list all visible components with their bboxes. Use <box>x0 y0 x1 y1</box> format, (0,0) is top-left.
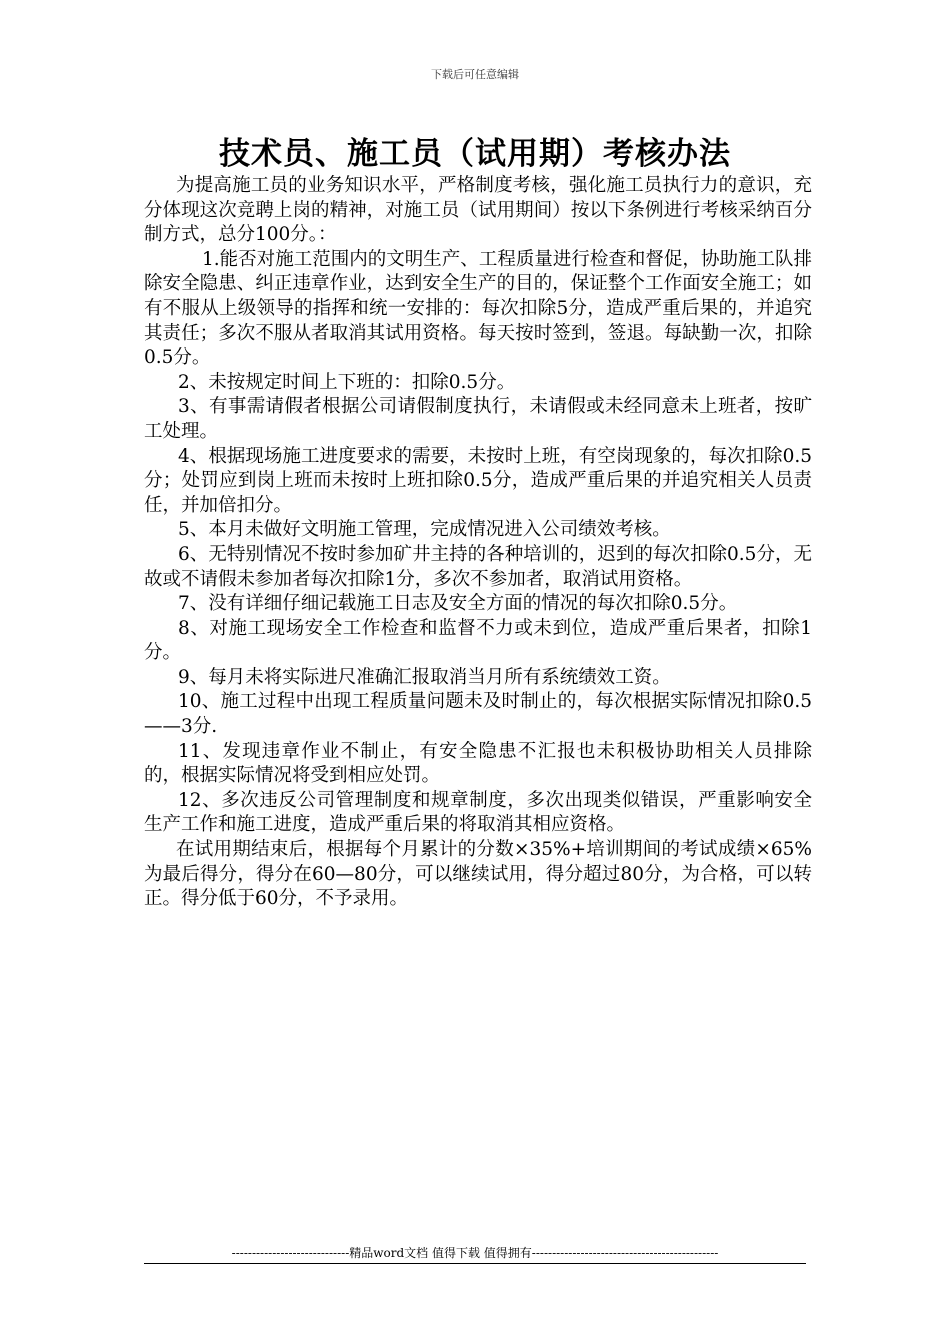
item-paragraph: 9、每月未将实际进尺准确汇报取消当月所有系统绩效工资。 <box>178 666 671 688</box>
conclusion-paragraph: 在试用期结束后，根据每个月累计的分数×35%+培训期间的考试成绩×65%为最后得分，得分在60—80分，可以继续试用，得分超过80分，为合格，可以转正。得分低于60分，不予录用。 <box>144 839 812 910</box>
document-body <box>144 174 812 912</box>
item-paragraph: 12、多次违反公司管理制度和规章制度，多次出现类似错误，严重影响安全生产工作和施工进度，造成严重后果的将取消其相应资格。 <box>144 789 812 836</box>
item-paragraph: 1.能否对施工范围内的文明生产、工程质量进行检查和督促，协助施工队排除安全隐患、纠正违章作业，达到安全生产的目的，保证整个工作面安全施工；如有不服从上级领导的指挥和统一安排的：每次扣除5分，造成严重后果的，并追究其责任；多次不服从者取消其试用资格。每天按时签到，签退。每缺勤一次，扣除0.5分。 <box>144 248 812 369</box>
footer-divider <box>144 1263 806 1264</box>
intro-paragraph: 为提高施工员的业务知识水平，严格制度考核，强化施工员执行力的意识，充分体现这次竞聘上岗的精神，对施工员（试用期间）按以下条例进行考核采纳百分制方式，总分100分。： <box>144 175 812 246</box>
footer-note: -----------------------------精品word文档 值得下载 值得拥有---------------------------------------------- <box>231 1246 719 1260</box>
item-paragraph: 11、发现违章作业不制止，有安全隐患不汇报也未积极协助相关人员排除的，根据实际情况将受到相应处罚。 <box>144 740 812 787</box>
header-note: 下载后可任意编辑 <box>431 68 519 81</box>
item-paragraph: 6、无特别情况不按时参加矿井主持的各种培训的，迟到的每次扣除0.5分，无故或不请假未参加者每次扣除1分，多次不参加者，取消试用资格。 <box>144 543 812 590</box>
item-paragraph: 3、有事需请假者根据公司请假制度执行，未请假或未经同意未上班者，按旷工处理。 <box>144 396 812 442</box>
item-paragraph: 8、对施工现场安全工作检查和监督不力或未到位，造成严重后果者，扣除1分。 <box>144 617 812 664</box>
item-paragraph: 5、本月未做好文明施工管理，完成情况进入公司绩效考核。 <box>178 519 671 541</box>
item-paragraph: 7、没有详细仔细记载施工日志及安全方面的情况的每次扣除0.5分。 <box>178 593 738 615</box>
document-title: 技术员、施工员（试用期）考核办法 <box>219 136 731 172</box>
item-paragraph: 10、施工过程中出现工程质量问题未及时制止的，每次根据实际情况扣除0.5——3分. <box>144 691 812 738</box>
item-paragraph: 4、根据现场施工进度要求的需要，未按时上班，有空岗现象的，每次扣除0.5分；处罚应到岗上班而未按时上班扣除0.5分，造成严重后果的并追究相关人员责任，并加倍扣分。 <box>144 445 812 516</box>
item-paragraph: 2、未按规定时间上下班的：扣除0.5分。 <box>178 371 516 393</box>
